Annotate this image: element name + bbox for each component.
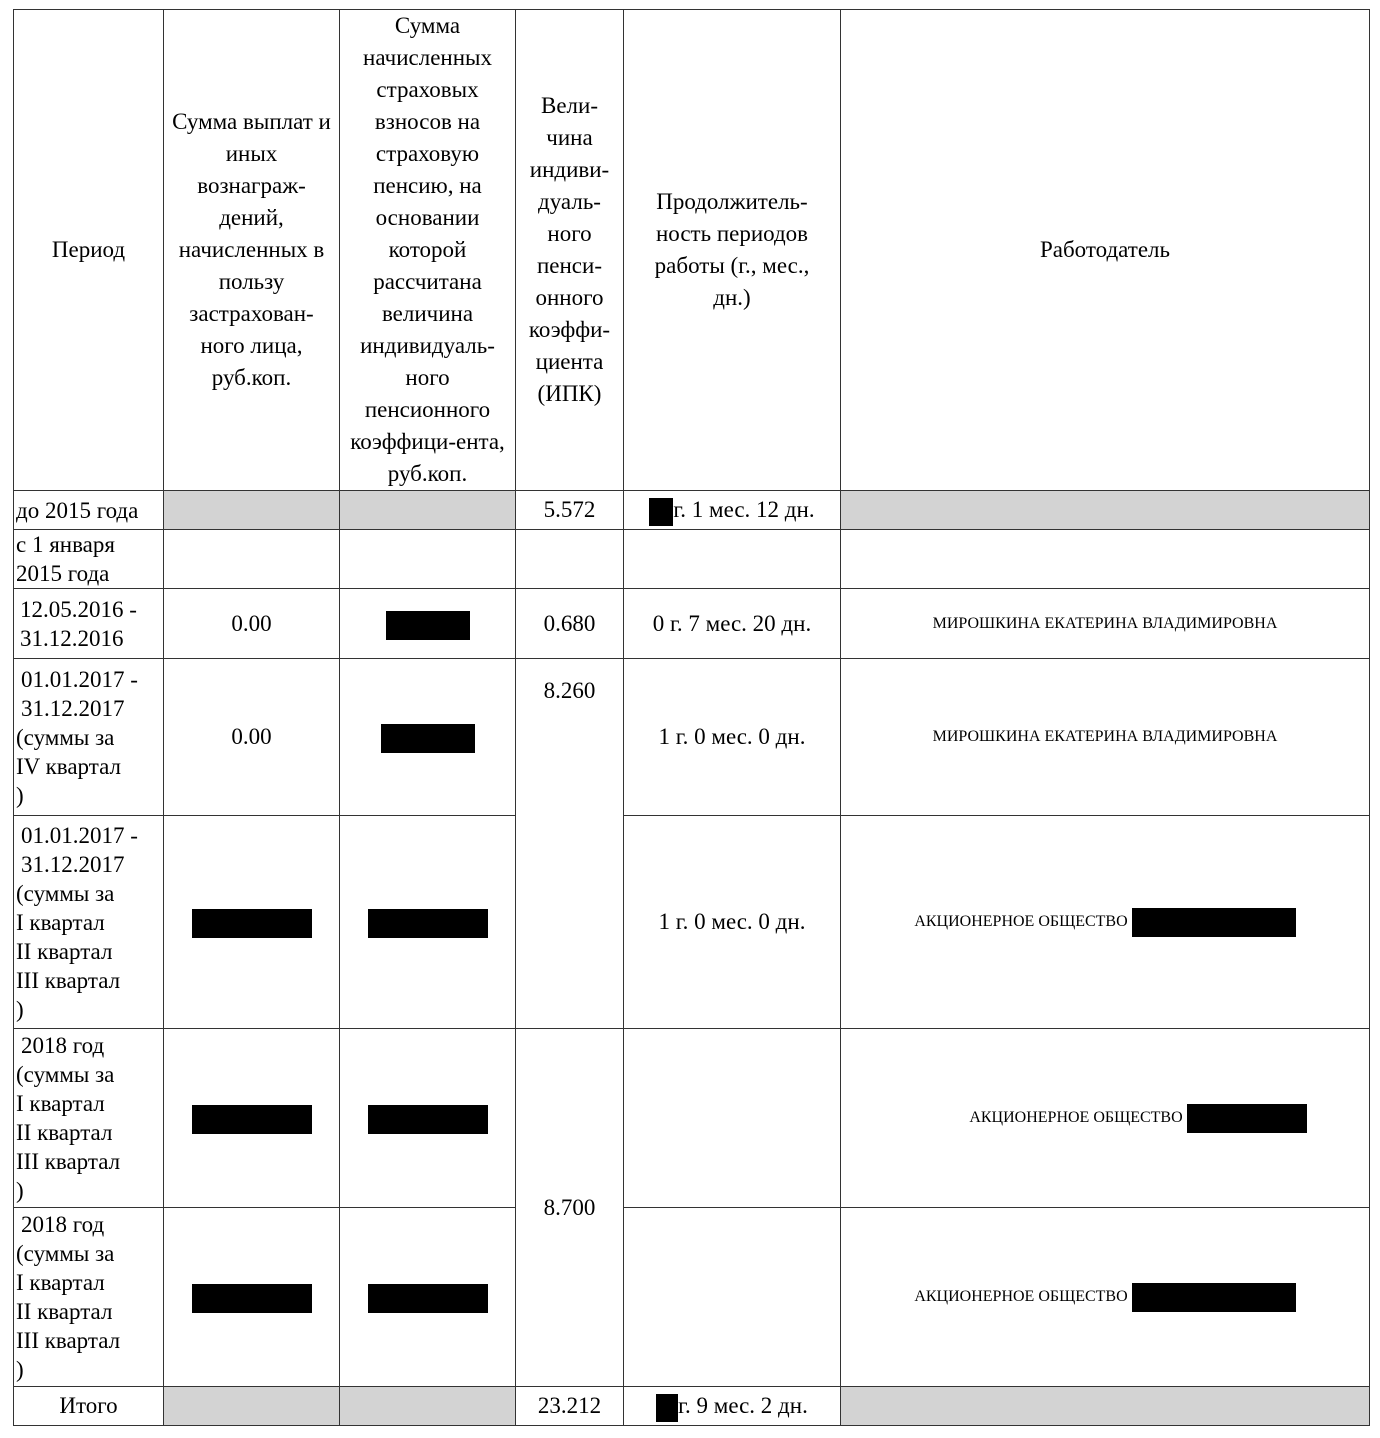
y2016-duration: 0 г. 7 мес. 20 дн. — [624, 589, 841, 659]
y2017a-period-line4: IV квартал — [16, 753, 121, 779]
y2016-period-line1: 12.05.2016 - — [20, 596, 137, 622]
y2018b-payments — [164, 1208, 340, 1387]
row-since-2015 — [14, 530, 1370, 589]
before2015-payments — [164, 491, 340, 530]
total-contributions — [340, 1387, 516, 1426]
redaction-box — [386, 611, 470, 640]
before2015-duration — [624, 491, 841, 530]
redaction-box — [649, 498, 673, 526]
y2016-ipk: 0.680 — [516, 589, 624, 659]
row-2018-a — [14, 1029, 1370, 1208]
y2018b-period-line2: (суммы за — [16, 1241, 115, 1266]
redaction-box — [1132, 1283, 1296, 1312]
y2018a-period-line3: I квартал — [16, 1091, 105, 1116]
total-duration-text: г. 9 мес. 2 дн. — [678, 1393, 808, 1418]
y2018a-contributions — [340, 1029, 516, 1208]
since2015-ipk — [516, 530, 624, 589]
ipk-2017-merged: 8.260 — [516, 659, 624, 1029]
y2018a-period — [14, 1029, 164, 1208]
y2018b-employer-text: АКЦИОНЕРНОЕ ОБЩЕСТВО — [914, 1288, 1128, 1305]
redaction-box — [368, 1284, 488, 1313]
row-2017-q4 — [14, 659, 1370, 816]
redaction-box — [368, 1105, 488, 1134]
y2017b-period — [14, 816, 164, 1029]
header-ipk-text: Вели-чина индиви-дуаль-ного пенси-онного коэффи-циента (ИПК) — [528, 93, 611, 406]
row-2018-b — [14, 1208, 1370, 1387]
y2018b-period — [14, 1208, 164, 1387]
before2015-duration-text: г. 1 мес. 12 дн. — [673, 497, 815, 522]
y2018b-contributions — [340, 1208, 516, 1387]
y2017a-payments: 0.00 — [164, 659, 340, 816]
y2018a-employer — [841, 1029, 1370, 1208]
y2017b-contributions — [340, 816, 516, 1029]
y2018b-period-line3: I квартал — [16, 1270, 105, 1295]
header-ipk — [516, 10, 624, 491]
since2015-period-line2: 2015 года — [16, 561, 110, 586]
header-period: Период — [14, 10, 164, 491]
since2015-contributions — [340, 530, 516, 589]
y2017a-employer: МИРОШКИНА ЕКАТЕРИНА ВЛАДИМИРОВНА — [841, 659, 1370, 816]
since2015-employer — [841, 530, 1370, 589]
redaction-box — [656, 1394, 678, 1422]
total-ipk: 23.212 — [516, 1387, 624, 1426]
y2016-period-line2: 31.12.2016 — [20, 625, 124, 651]
y2018a-period-line2: (суммы за — [16, 1062, 115, 1087]
total-period: Итого — [14, 1387, 164, 1426]
y2017b-period-line6: III квартал — [16, 967, 121, 993]
y2018a-period-line4: II квартал — [16, 1120, 113, 1145]
y2017b-period-line2: 31.12.2017 — [21, 851, 125, 877]
row-2017-q1-q3 — [14, 816, 1370, 1029]
y2017b-period-line1: 01.01.2017 - — [21, 822, 138, 848]
before2015-contributions — [340, 491, 516, 530]
y2018b-period-line6: ) — [16, 1357, 24, 1382]
y2017a-period-line1: 01.01.2017 - — [21, 666, 138, 692]
pension-table — [13, 9, 1370, 1426]
y2018a-payments — [164, 1029, 340, 1208]
y2017a-period — [14, 659, 164, 816]
header-contributions — [340, 10, 516, 491]
redaction-box — [192, 1105, 312, 1134]
y2017b-employer-text: АКЦИОНЕРНОЕ ОБЩЕСТВО — [914, 913, 1128, 930]
y2018b-duration — [624, 1208, 841, 1387]
redaction-box — [368, 909, 488, 938]
y2017b-period-line4: I квартал — [16, 909, 105, 935]
y2016-employer: МИРОШКИНА ЕКАТЕРИНА ВЛАДИМИРОВНА — [841, 589, 1370, 659]
y2017a-period-line3: (суммы за — [16, 724, 115, 750]
y2017b-period-line5: II квартал — [16, 938, 113, 964]
redaction-box — [1132, 908, 1296, 937]
before2015-employer — [841, 491, 1370, 530]
header-contributions-text: Сумма начисленных страховых взносов на страховую пенсию, на основании которой рассчитана величина индивидуаль-ного пенсионного коэффици-ента, руб.коп. — [350, 13, 505, 486]
y2018a-period-line5: III квартал — [16, 1149, 121, 1174]
y2016-period — [14, 589, 164, 659]
before2015-period: до 2015 года — [14, 491, 164, 530]
total-duration — [624, 1387, 841, 1426]
redaction-box — [381, 724, 475, 753]
y2018a-duration — [624, 1029, 841, 1208]
ipk-2018-merged: 8.700 — [516, 1029, 624, 1387]
total-employer — [841, 1387, 1370, 1426]
y2017a-period-line5: ) — [16, 782, 24, 808]
header-duration-text: Продолжитель-ность периодов работы (г., мес., дн.) — [654, 189, 810, 310]
since2015-duration — [624, 530, 841, 589]
y2017b-period-line7: ) — [16, 996, 24, 1022]
since2015-payments — [164, 530, 340, 589]
header-row — [14, 10, 1370, 491]
y2017a-contributions — [340, 659, 516, 816]
total-payments — [164, 1387, 340, 1426]
redaction-box — [1187, 1104, 1307, 1133]
header-employer: Работодатель — [841, 10, 1370, 491]
y2018a-employer-text: АКЦИОНЕРНОЕ ОБЩЕСТВО — [969, 1109, 1183, 1126]
y2017a-duration: 1 г. 0 мес. 0 дн. — [624, 659, 841, 816]
y2017b-employer — [841, 816, 1370, 1029]
y2018b-employer — [841, 1208, 1370, 1387]
row-2016 — [14, 589, 1370, 659]
before2015-ipk: 5.572 — [516, 491, 624, 530]
redaction-box — [192, 909, 312, 938]
y2018a-period-line1: 2018 год — [21, 1033, 105, 1058]
header-duration — [624, 10, 841, 491]
y2017b-payments — [164, 816, 340, 1029]
y2016-contributions — [340, 589, 516, 659]
row-before-2015 — [14, 491, 1370, 530]
since2015-period-line1: с 1 января — [16, 532, 115, 557]
y2016-payments: 0.00 — [164, 589, 340, 659]
y2017a-period-line2: 31.12.2017 — [21, 695, 125, 721]
since2015-period — [14, 530, 164, 589]
header-payments-text: Сумма выплат и иных вознаграж-дений, начисленных в пользу застрахован-ного лица, руб.коп. — [172, 109, 331, 390]
y2018b-period-line1: 2018 год — [21, 1212, 105, 1237]
header-payments — [164, 10, 340, 491]
y2018a-period-line6: ) — [16, 1178, 24, 1203]
redaction-box — [192, 1284, 312, 1313]
y2018b-period-line5: III квартал — [16, 1328, 121, 1353]
row-total — [14, 1387, 1370, 1426]
y2017b-duration: 1 г. 0 мес. 0 дн. — [624, 816, 841, 1029]
y2017b-period-line3: (суммы за — [16, 880, 115, 906]
y2018b-period-line4: II квартал — [16, 1299, 113, 1324]
